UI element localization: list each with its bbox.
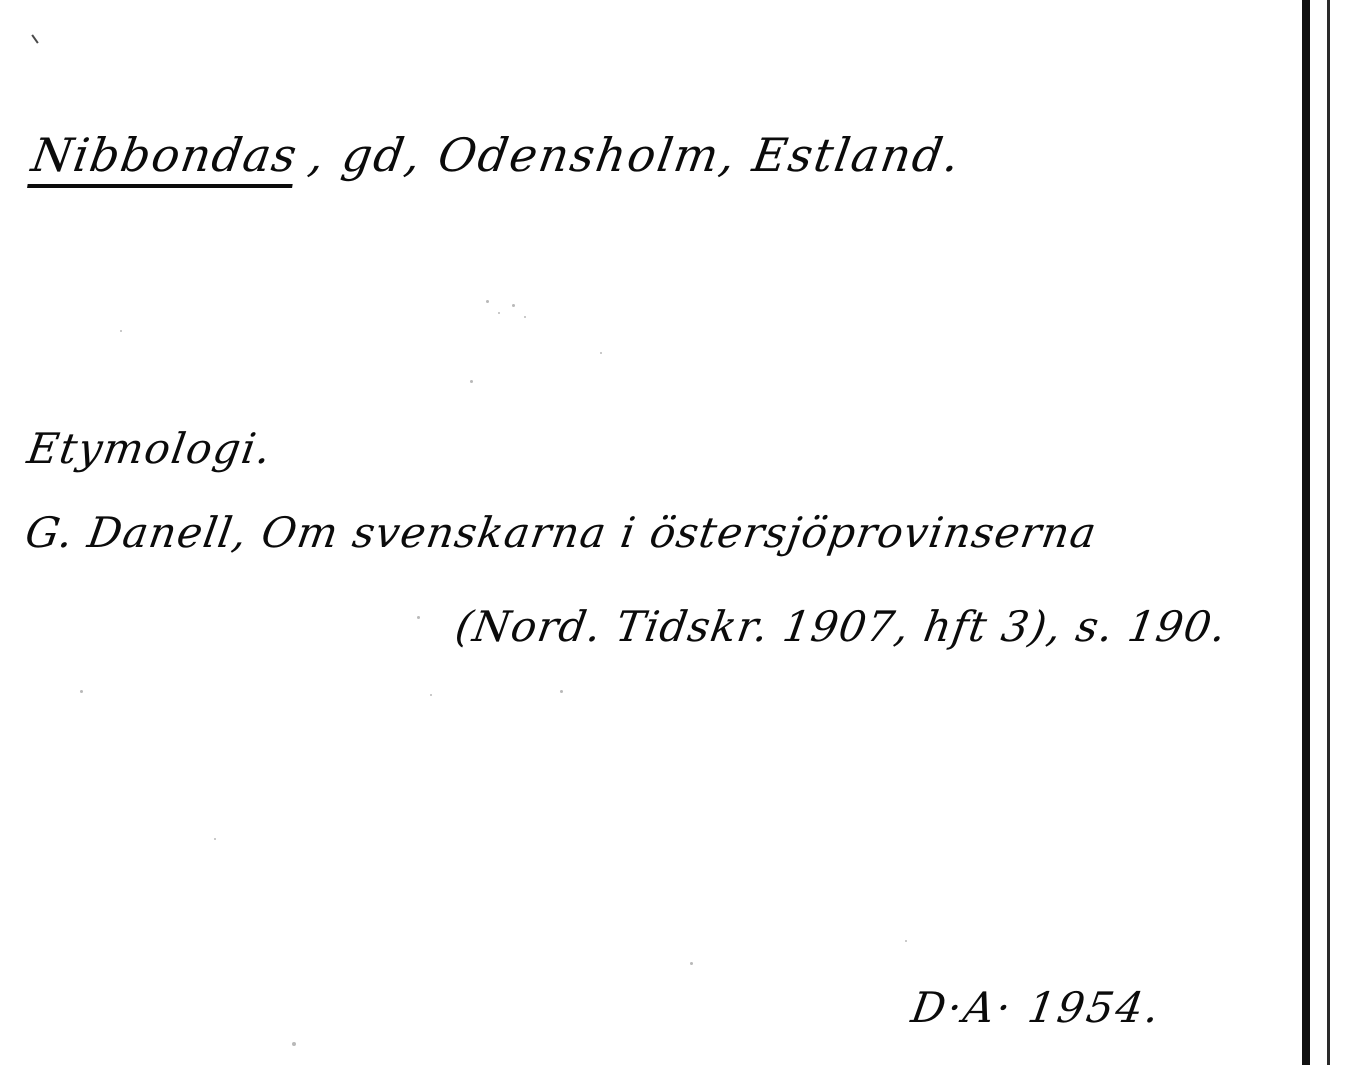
- paper-speck: [905, 940, 907, 942]
- paper-speck: [292, 1042, 296, 1046]
- headword-line: [28, 128, 965, 182]
- card-edge-margin: [1330, 0, 1366, 1065]
- paper-speck: [470, 380, 473, 383]
- headword-qualifiers: , gd, Odensholm, Estland.: [305, 128, 966, 182]
- paper-speck: [430, 694, 432, 696]
- paper-speck: [120, 330, 122, 332]
- paper-speck: [600, 352, 602, 354]
- card-edge-shadow: [1302, 0, 1310, 1065]
- pen-tick-mark: [31, 34, 38, 43]
- citation-text: (Nord. Tidskr. 1907, hft 3), s. 190.: [452, 602, 1231, 651]
- reference-text: G. Danell, Om svenskarna i östersjöprovinserna: [22, 508, 1101, 557]
- paper-speck: [524, 316, 526, 318]
- paper-speck: [80, 690, 83, 693]
- paper-speck: [214, 838, 216, 840]
- paper-speck: [417, 616, 420, 619]
- paper-speck: [498, 312, 500, 314]
- paper-speck: [690, 962, 693, 965]
- etymology-section-label: Etymologi.: [24, 424, 276, 473]
- paper-speck: [512, 304, 515, 307]
- headword: Nibbondas: [27, 128, 302, 188]
- signature-text: D·A· 1954.: [908, 983, 1166, 1032]
- paper-speck: [560, 690, 563, 693]
- paper-speck: [486, 300, 489, 303]
